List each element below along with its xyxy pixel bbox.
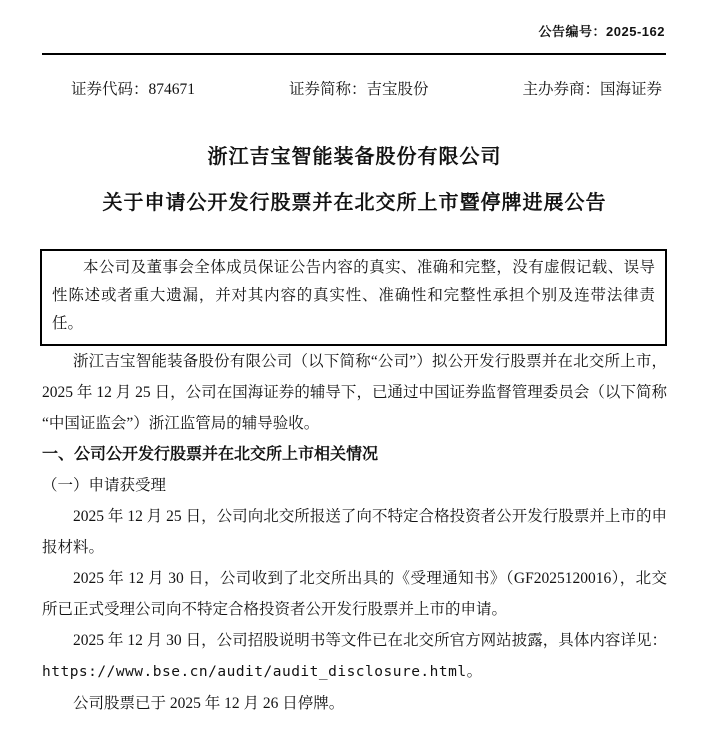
filing-paragraph: 2025 年 12 月 25 日，公司向北交所报送了向不特定合格投资者公开发行股票并上市的申报材料。 <box>42 508 667 556</box>
section-1-heading: 一、公司公开发行股票并在北交所上市相关情况 <box>42 446 379 463</box>
stock-name-label: 证券简称： <box>288 81 367 98</box>
document-body <box>42 346 667 719</box>
disclosure-text-prefix: 2025 年 12 月 30 日，公司招股说明书等文件已在北交所官方网站披露，具体内容详见： <box>73 632 667 649</box>
stock-code <box>71 77 195 99</box>
sponsor-value: 国海证券 <box>599 81 662 98</box>
sponsor-label: 主办券商： <box>522 81 600 98</box>
disclosure-paragraph <box>42 625 667 688</box>
disclosure-url: https://www.bse.cn/audit/audit_disclosure.html <box>42 664 467 680</box>
stock-code-value: 874671 <box>148 81 196 98</box>
company-name-title: 浙江吉宝智能装备股份有限公司 <box>207 146 502 168</box>
suspension-paragraph: 公司股票已于 2025 年 12 月 26 日停牌。 <box>73 695 345 712</box>
securities-info-row <box>42 77 666 99</box>
stock-name-value: 吉宝股份 <box>366 81 429 98</box>
announcement-number: 公告编号：2025-162 <box>538 24 665 39</box>
subsection-1-heading: （一）申请获受理 <box>42 477 167 494</box>
declaration-text: 本公司及董事会全体成员保证公告内容的真实、准确和完整，没有虚假记载、误导性陈述或者重大遗漏，并对其内容的真实性、准确性和完整性承担个别及连带法律责任。 <box>52 259 655 332</box>
declaration-box <box>40 249 667 346</box>
disclosure-text-suffix: 。 <box>466 663 483 680</box>
acceptance-paragraph: 2025 年 12 月 30 日，公司收到了北交所出具的《受理通知书》（GF2025120016），北交所已正式受理公司向不特定合格投资者公开发行股票并上市的申请。 <box>42 570 667 618</box>
stock-code-label: 证券代码： <box>71 81 149 98</box>
stock-name <box>289 77 429 99</box>
announcement-title: 关于申请公开发行股票并在北交所上市暨停牌进展公告 <box>102 192 607 214</box>
header-divider-line <box>42 53 666 55</box>
intro-paragraph: 浙江吉宝智能装备股份有限公司（以下简称“公司”）拟公开发行股票并在北交所上市，2025 年 12 月 25 日，公司在国海证券的辅导下，已通过中国证券监督管理委员会（以下简称“中国证监会”）浙江监管局的辅导验收。 <box>42 353 667 432</box>
sponsor <box>522 77 662 99</box>
